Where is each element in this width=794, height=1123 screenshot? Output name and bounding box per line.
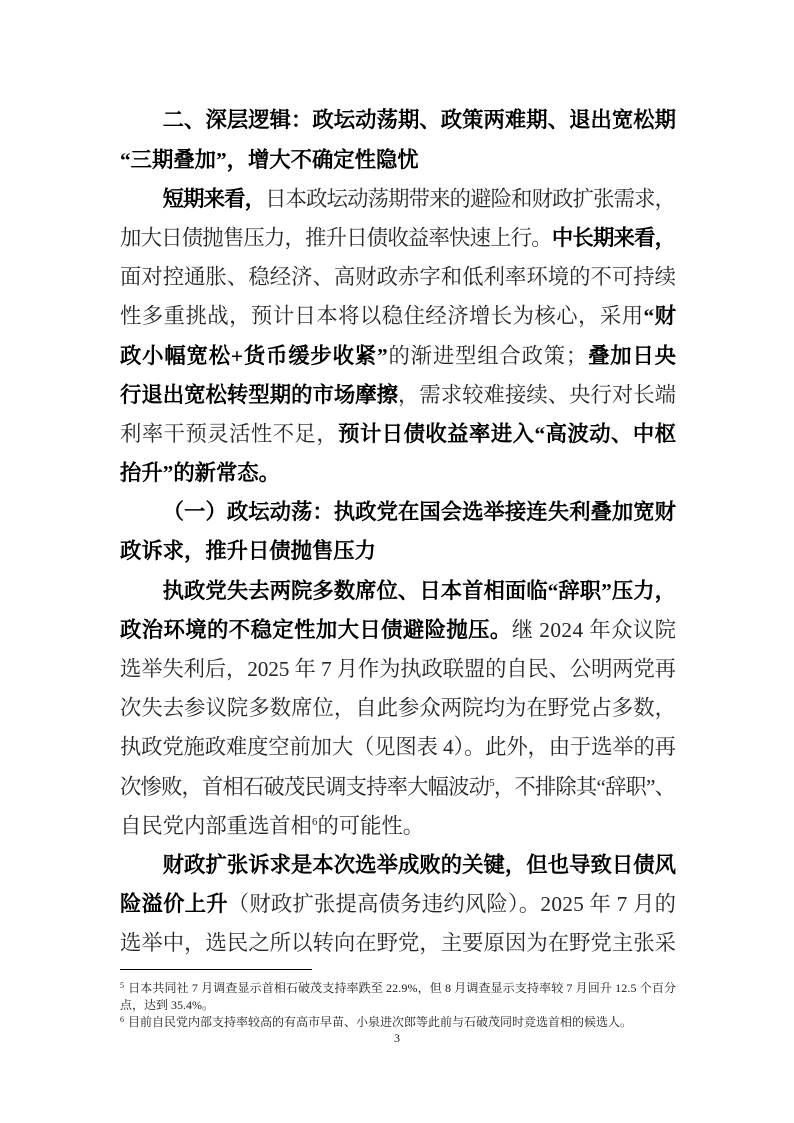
footnote-mark-6: 6 — [120, 1014, 124, 1024]
line-content — [120, 650, 676, 689]
footnote-ref-6: 6 — [311, 815, 318, 828]
paragraph-1-line-5 — [120, 337, 676, 376]
paragraph-2-line-4 — [120, 689, 676, 728]
paragraph-3-line-3 — [120, 924, 676, 963]
plain-text: 的可能性。 — [317, 813, 425, 838]
line-content — [120, 611, 676, 650]
line-content — [120, 337, 677, 376]
plain-text: 继 2024 年众议院 — [511, 617, 677, 642]
footnote-ref-5: 5 — [489, 776, 494, 789]
paragraph-2-line-5 — [120, 728, 676, 767]
line-content — [120, 885, 676, 924]
paragraph-2-line-6 — [120, 768, 676, 807]
emphasis-text: 险溢价上升 — [120, 892, 228, 917]
line-content — [163, 846, 676, 885]
paragraph-2-line-2 — [120, 611, 676, 650]
plain-text: 加大日债抛售压力，推升日债收益率快速上行。 — [120, 225, 552, 250]
section-heading-line-2 — [120, 141, 676, 180]
paragraph-1-line-3 — [120, 258, 676, 297]
paragraph-1-line-8 — [120, 454, 676, 493]
heading-text: 二、深层逻辑：政坛动荡期、政策两难期、退出宽松期 — [162, 108, 677, 133]
paragraph-2-line-1 — [120, 572, 676, 611]
line-content — [163, 180, 675, 219]
line-content — [163, 572, 676, 611]
footnote-6-line-1 — [120, 1014, 676, 1031]
line-content — [120, 997, 214, 1014]
line-content — [120, 980, 676, 997]
emphasis-text: “财 — [643, 304, 677, 329]
plain-text: 面对控通胀、稳经济、高财政赤字和低利率环境的不可持续 — [120, 265, 677, 290]
line-content — [163, 101, 676, 140]
line-content — [120, 689, 676, 728]
plain-text: 次惨败，首相石破茂民调支持率大幅波动 — [120, 774, 490, 799]
plain-text: 性多重挑战，预计日本将以稳住经济增长为核心，采用 — [120, 304, 644, 329]
emphasis-text: 抬升”的新常态。 — [120, 461, 280, 486]
plain-text: 利率干预灵活性不足， — [120, 421, 339, 446]
plain-text: 自民党内部重选首相 — [120, 813, 312, 838]
emphasis-text: 叠加日央 — [588, 343, 677, 368]
paragraph-1-line-6 — [120, 376, 676, 415]
emphasis-text: 政小幅宽松+货币缓步收紧” — [120, 343, 389, 368]
plain-text: 日本政坛动荡期带来的避险和财政扩张需求， — [265, 186, 676, 211]
subsection-heading-line-2 — [120, 532, 676, 571]
line-content — [120, 768, 675, 807]
emphasis-text: 执政党失去两院多数席位、日本首相面临“辞职”压力， — [162, 578, 677, 603]
footnote-5-line-2 — [120, 997, 676, 1014]
plain-text: ，需求较难接续、央行对长端 — [398, 382, 677, 407]
paragraph-1-line-2 — [120, 219, 676, 258]
line-content — [120, 415, 676, 454]
paragraph-3 — [120, 846, 676, 964]
line-content — [163, 493, 676, 532]
section-heading — [120, 101, 676, 179]
line-content — [120, 532, 376, 571]
subsection-heading-line-1 — [120, 493, 676, 532]
emphasis-text: 行退出宽松转型期的市场摩擦 — [120, 382, 399, 407]
line-content — [120, 141, 419, 180]
footnote-5-line-1 — [120, 980, 676, 997]
section-heading-line-1 — [120, 101, 676, 140]
emphasis-text: 中长期来看， — [551, 225, 676, 250]
heading-text: “三期叠加”，增大不确定性隐忧 — [120, 147, 419, 172]
paragraph-3-line-1 — [120, 846, 676, 885]
line-content — [120, 807, 424, 846]
footnote-mark-5: 5 — [120, 980, 125, 990]
emphasis-text: 预计日债收益率进入“高波动、中枢 — [338, 421, 677, 446]
emphasis-text: 短期来看， — [162, 186, 266, 211]
line-content — [120, 728, 676, 767]
page-number: 3 — [394, 1031, 400, 1045]
line-content — [120, 1014, 632, 1031]
line-content — [120, 297, 676, 336]
footnote-text: 日本共同社 7 月调查显示首相石破茂支持率跌至 22.9%，但 8 月调查显示支持率较 7 月回升 12.5 个百分 — [128, 980, 677, 995]
paragraph-2 — [120, 572, 676, 846]
paragraph-1-line-1 — [120, 180, 676, 219]
subsection-heading — [120, 493, 676, 571]
footnote-text: 目前自民党内部支持率较高的有高市早苗、小泉进次郎等此前与石破茂同时竞选首相的候选人。 — [128, 1014, 633, 1029]
paragraph-3-line-2 — [120, 885, 676, 924]
paragraph-2-line-3 — [120, 650, 676, 689]
plain-text: ，不排除其“辞职”、 — [493, 774, 676, 799]
subheading-text: 政诉求，推升日债抛售压力 — [120, 539, 376, 564]
plain-text: 选举失利后，2025 年 7 月作为执政联盟的自民、公明两党再 — [120, 657, 676, 682]
plain-text: 的渐进型组合政策； — [388, 343, 589, 368]
line-content — [120, 219, 675, 258]
paragraph-1-line-7 — [120, 415, 676, 454]
plain-text: （财政扩张提高债务违约风险）。2025 年 7 月的 — [227, 892, 677, 917]
body-text — [120, 101, 676, 963]
line-content — [120, 258, 676, 297]
plain-text: 执政党施政难度空前加大（见图表 4）。此外，由于选举的再 — [120, 735, 676, 760]
footnotes — [120, 980, 676, 1031]
line-content — [120, 376, 676, 415]
paragraph-1 — [120, 180, 676, 494]
subheading-text: （一）政坛动荡：执政党在国会选举接连失利叠加宽财 — [162, 500, 677, 525]
paragraph-2-line-7 — [120, 807, 676, 846]
line-content — [120, 924, 676, 963]
footnote-separator — [120, 969, 312, 970]
footnote-text: 点，达到 35.4%。 — [120, 997, 214, 1012]
paragraph-1-line-4 — [120, 297, 676, 336]
plain-text: 次失去参议院多数席位，自此参众两院均为在野党占多数， — [120, 696, 677, 721]
emphasis-text: 财政扩张诉求是本次选举成败的关键，但也导致日债风 — [162, 852, 677, 877]
line-content — [120, 454, 280, 493]
emphasis-text: 政治环境的不稳定性加大日债避险抛压。 — [120, 617, 512, 642]
plain-text: 选举中，选民之所以转向在野党，主要原因为在野党主张采 — [120, 931, 677, 956]
